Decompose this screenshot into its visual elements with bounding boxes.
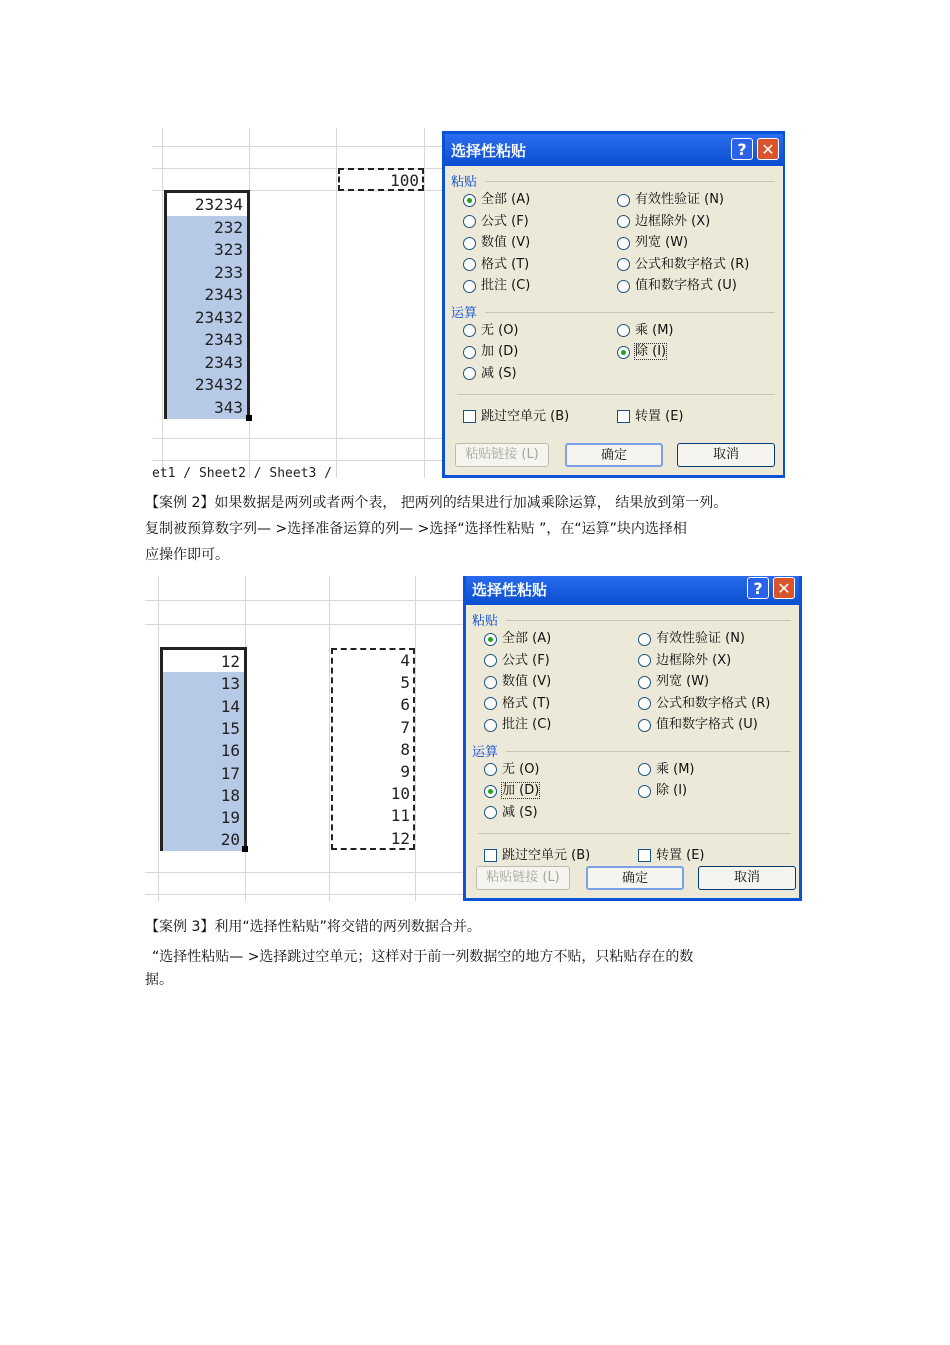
- radio-label: 无 (O): [481, 322, 519, 338]
- radio-option[interactable]: [617, 322, 674, 341]
- radio-option[interactable]: [617, 213, 710, 232]
- radio-label: 公式 (F): [502, 652, 550, 668]
- divider: [485, 312, 775, 313]
- checkbox-icon[interactable]: [638, 849, 651, 862]
- radio-label: 边框除外 (X): [656, 652, 732, 668]
- radio-option[interactable]: [463, 213, 529, 232]
- grid-line: [162, 128, 163, 478]
- table-cell[interactable]: 18: [163, 784, 244, 807]
- case2-line2: 复制被预算数字列— >选择准备运算的列— >选择“选择性粘贴 ”，在“运算”块内选择相: [145, 521, 687, 537]
- case2-line3: 应操作即可。: [145, 547, 229, 563]
- table-cell[interactable]: 343: [167, 396, 247, 419]
- radio-label: 全部 (A): [502, 631, 552, 646]
- radio-icon[interactable]: [638, 697, 651, 710]
- close-icon[interactable]: ✕: [757, 138, 779, 160]
- radio-icon[interactable]: [617, 194, 630, 207]
- case3-line1: 【案例 3】利用“选择性粘贴”将交错的两列数据合并。: [145, 919, 481, 935]
- radio-label: 格式 (T): [481, 256, 530, 272]
- screenshot-example-2: [145, 576, 802, 901]
- radio-icon[interactable]: [463, 237, 476, 250]
- radio-icon[interactable]: [638, 654, 651, 667]
- radio-selected-icon[interactable]: [463, 194, 476, 207]
- radio-icon[interactable]: [484, 697, 497, 710]
- selected-range[interactable]: [164, 190, 250, 419]
- radio-icon[interactable]: [484, 806, 497, 819]
- table-cell[interactable]: 12: [390, 828, 410, 848]
- radio-icon[interactable]: [638, 719, 651, 732]
- radio-icon[interactable]: [617, 324, 630, 337]
- checkbox-label: 跳过空单元 (B): [502, 848, 591, 863]
- radio-label: 批注 (C): [502, 717, 552, 732]
- checkbox-label: 跳过空单元 (B): [481, 409, 570, 424]
- table-cell[interactable]: 2343: [167, 351, 247, 374]
- radio-option[interactable]: [617, 191, 724, 210]
- radio-option[interactable]: [484, 652, 550, 671]
- case2-line1: 【案例 2】如果数据是两列或者两个表， 把两列的结果进行加减乘除运算， 结果放到第一列。: [145, 495, 728, 511]
- radio-option[interactable]: [484, 695, 550, 714]
- divider: [506, 751, 791, 752]
- ok-button[interactable]: 确定: [565, 443, 663, 467]
- paste-link-button[interactable]: 粘贴链接 (L): [455, 443, 549, 467]
- radio-option[interactable]: [463, 234, 530, 253]
- radio-label: 有效性验证 (N): [635, 192, 725, 207]
- radio-label: 全部 (A): [481, 192, 531, 207]
- radio-label: 除 (I): [635, 344, 667, 359]
- radio-option[interactable]: [463, 322, 519, 341]
- cancel-button[interactable]: 取消: [677, 443, 775, 467]
- radio-icon[interactable]: [638, 633, 651, 646]
- case3-line2: “选择性粘贴— >选择跳过空单元；这样对于前一列数据空的地方不贴，只粘贴存在的数: [152, 949, 694, 965]
- radio-selected-icon[interactable]: [484, 633, 497, 646]
- table-cell[interactable]: 23234: [194, 195, 243, 214]
- sheet-tabs[interactable]: et1 / Sheet2 / Sheet3 /: [152, 466, 333, 478]
- checkbox-icon[interactable]: [484, 849, 497, 862]
- dialog-title-bar[interactable]: [445, 134, 783, 166]
- radio-icon[interactable]: [617, 280, 630, 293]
- table-cell[interactable]: 8: [400, 739, 410, 759]
- table-cell[interactable]: 2343: [167, 283, 247, 306]
- radio-option[interactable]: [638, 761, 695, 780]
- table-cell[interactable]: 2343: [167, 328, 247, 351]
- copied-range-marquee[interactable]: [331, 648, 415, 850]
- table-cell[interactable]: 20: [163, 828, 244, 851]
- radio-icon[interactable]: [638, 676, 651, 689]
- help-icon[interactable]: ?: [731, 138, 753, 160]
- cancel-button[interactable]: 取消: [698, 866, 796, 890]
- table-cell[interactable]: 4: [400, 651, 410, 670]
- radio-option[interactable]: [484, 804, 538, 823]
- radio-option[interactable]: [484, 630, 551, 649]
- table-cell[interactable]: 19: [163, 806, 244, 829]
- table-cell[interactable]: 23432: [167, 306, 247, 329]
- radio-label: 加 (D): [502, 783, 540, 798]
- radio-icon[interactable]: [617, 237, 630, 250]
- radio-label: 乘 (M): [635, 322, 674, 338]
- paste-group-label: 粘贴: [451, 175, 478, 190]
- radio-label: 减 (S): [502, 804, 538, 820]
- operation-group-label: 运算: [472, 744, 499, 760]
- table-cell[interactable]: 14: [163, 695, 244, 718]
- radio-label: 公式 (F): [481, 213, 529, 229]
- checkbox-label: 转置 (E): [656, 848, 705, 863]
- table-cell[interactable]: 16: [163, 739, 244, 762]
- radio-option[interactable]: [463, 343, 518, 362]
- checkbox-icon[interactable]: [617, 410, 630, 423]
- radio-label: 公式和数字格式 (R): [635, 256, 750, 272]
- grid-line: [336, 128, 337, 478]
- paste-special-dialog: [442, 131, 785, 478]
- radio-icon[interactable]: [463, 324, 476, 337]
- radio-label: 列宽 (W): [635, 235, 689, 250]
- divider: [457, 394, 775, 395]
- radio-option[interactable]: [638, 782, 687, 801]
- radio-option[interactable]: [617, 277, 737, 296]
- radio-icon[interactable]: [484, 763, 497, 776]
- table-cell[interactable]: 5: [400, 673, 410, 693]
- radio-label: 值和数字格式 (U): [656, 717, 758, 732]
- radio-label: 列宽 (W): [656, 674, 710, 689]
- radio-icon[interactable]: [484, 719, 497, 732]
- ok-button[interactable]: 确定: [586, 866, 684, 890]
- fill-handle[interactable]: [246, 415, 252, 421]
- copied-cell-value: 100: [390, 171, 419, 190]
- table-cell[interactable]: 232: [167, 216, 247, 239]
- screenshot-example-1: [152, 128, 785, 478]
- paste-link-button[interactable]: 粘贴链接 (L): [476, 866, 570, 890]
- paste-special-dialog: [463, 576, 802, 901]
- checkbox-label: 转置 (E): [635, 409, 684, 424]
- radio-option[interactable]: [638, 716, 758, 735]
- radio-label: 值和数字格式 (U): [635, 278, 737, 293]
- radio-icon[interactable]: [463, 280, 476, 293]
- radio-option[interactable]: [617, 256, 749, 275]
- selected-range[interactable]: [160, 647, 247, 851]
- radio-option[interactable]: [638, 630, 745, 649]
- radio-icon[interactable]: [484, 676, 497, 689]
- radio-option[interactable]: [617, 234, 688, 253]
- radio-option[interactable]: [638, 652, 731, 671]
- help-icon[interactable]: ?: [747, 577, 769, 599]
- radio-icon[interactable]: [463, 258, 476, 271]
- close-icon[interactable]: ✕: [773, 577, 795, 599]
- table-cell[interactable]: 15: [163, 717, 244, 740]
- radio-label: 无 (O): [502, 761, 540, 777]
- paste-group-label: 粘贴: [472, 614, 499, 629]
- transpose-checkbox[interactable]: [617, 408, 684, 426]
- radio-label: 有效性验证 (N): [656, 631, 746, 646]
- table-cell[interactable]: 17: [163, 762, 244, 785]
- radio-option[interactable]: [638, 695, 770, 714]
- skip-blanks-checkbox[interactable]: [484, 847, 590, 865]
- dialog-title-bar[interactable]: [466, 576, 799, 605]
- radio-label: 边框除外 (X): [635, 213, 711, 229]
- radio-icon[interactable]: [463, 346, 476, 359]
- table-cell[interactable]: 323: [167, 238, 247, 261]
- table-cell[interactable]: 233: [167, 261, 247, 284]
- radio-option[interactable]: [638, 673, 709, 692]
- radio-option[interactable]: [463, 191, 530, 210]
- case3-line3: 据。: [145, 972, 173, 988]
- radio-option[interactable]: [463, 256, 529, 275]
- grid-line: [424, 128, 425, 478]
- radio-label: 数值 (V): [481, 235, 531, 250]
- copied-cell-marquee[interactable]: [338, 168, 424, 191]
- radio-label: 批注 (C): [481, 278, 531, 293]
- divider: [485, 181, 775, 182]
- radio-option[interactable]: [463, 365, 517, 384]
- radio-icon[interactable]: [638, 785, 651, 798]
- radio-option[interactable]: [617, 343, 666, 362]
- radio-label: 减 (S): [481, 365, 517, 381]
- radio-selected-icon[interactable]: [617, 346, 630, 359]
- radio-option[interactable]: [463, 277, 530, 296]
- radio-option[interactable]: [484, 761, 540, 780]
- operation-group-label: 运算: [451, 305, 478, 321]
- table-cell[interactable]: 7: [400, 717, 410, 737]
- radio-icon[interactable]: [463, 215, 476, 228]
- table-cell[interactable]: 11: [390, 806, 410, 826]
- table-cell[interactable]: 6: [400, 695, 410, 715]
- table-cell[interactable]: 23432: [167, 373, 247, 396]
- radio-option[interactable]: [484, 673, 551, 692]
- radio-icon[interactable]: [617, 258, 630, 271]
- radio-option[interactable]: [484, 782, 539, 801]
- radio-selected-icon[interactable]: [484, 785, 497, 798]
- table-cell[interactable]: 12: [220, 652, 240, 671]
- radio-icon[interactable]: [617, 215, 630, 228]
- radio-label: 除 (I): [656, 783, 688, 798]
- table-cell[interactable]: 13: [163, 672, 244, 695]
- table-cell[interactable]: 10: [390, 784, 410, 804]
- radio-label: 乘 (M): [656, 761, 695, 777]
- divider: [506, 620, 791, 621]
- radio-label: 数值 (V): [502, 674, 552, 689]
- dialog-title: 选择性粘贴: [451, 142, 527, 160]
- divider: [478, 833, 791, 834]
- radio-option[interactable]: [484, 716, 551, 735]
- table-cell[interactable]: 9: [400, 762, 410, 781]
- radio-label: 公式和数字格式 (R): [656, 695, 771, 711]
- dialog-title: 选择性粘贴: [472, 581, 548, 599]
- radio-icon[interactable]: [463, 367, 476, 380]
- fill-handle[interactable]: [242, 846, 248, 852]
- transpose-checkbox[interactable]: [638, 847, 705, 865]
- radio-icon[interactable]: [484, 654, 497, 667]
- skip-blanks-checkbox[interactable]: [463, 408, 569, 426]
- radio-label: 格式 (T): [502, 695, 551, 711]
- checkbox-icon[interactable]: [463, 410, 476, 423]
- radio-label: 加 (D): [481, 344, 519, 359]
- radio-icon[interactable]: [638, 763, 651, 776]
